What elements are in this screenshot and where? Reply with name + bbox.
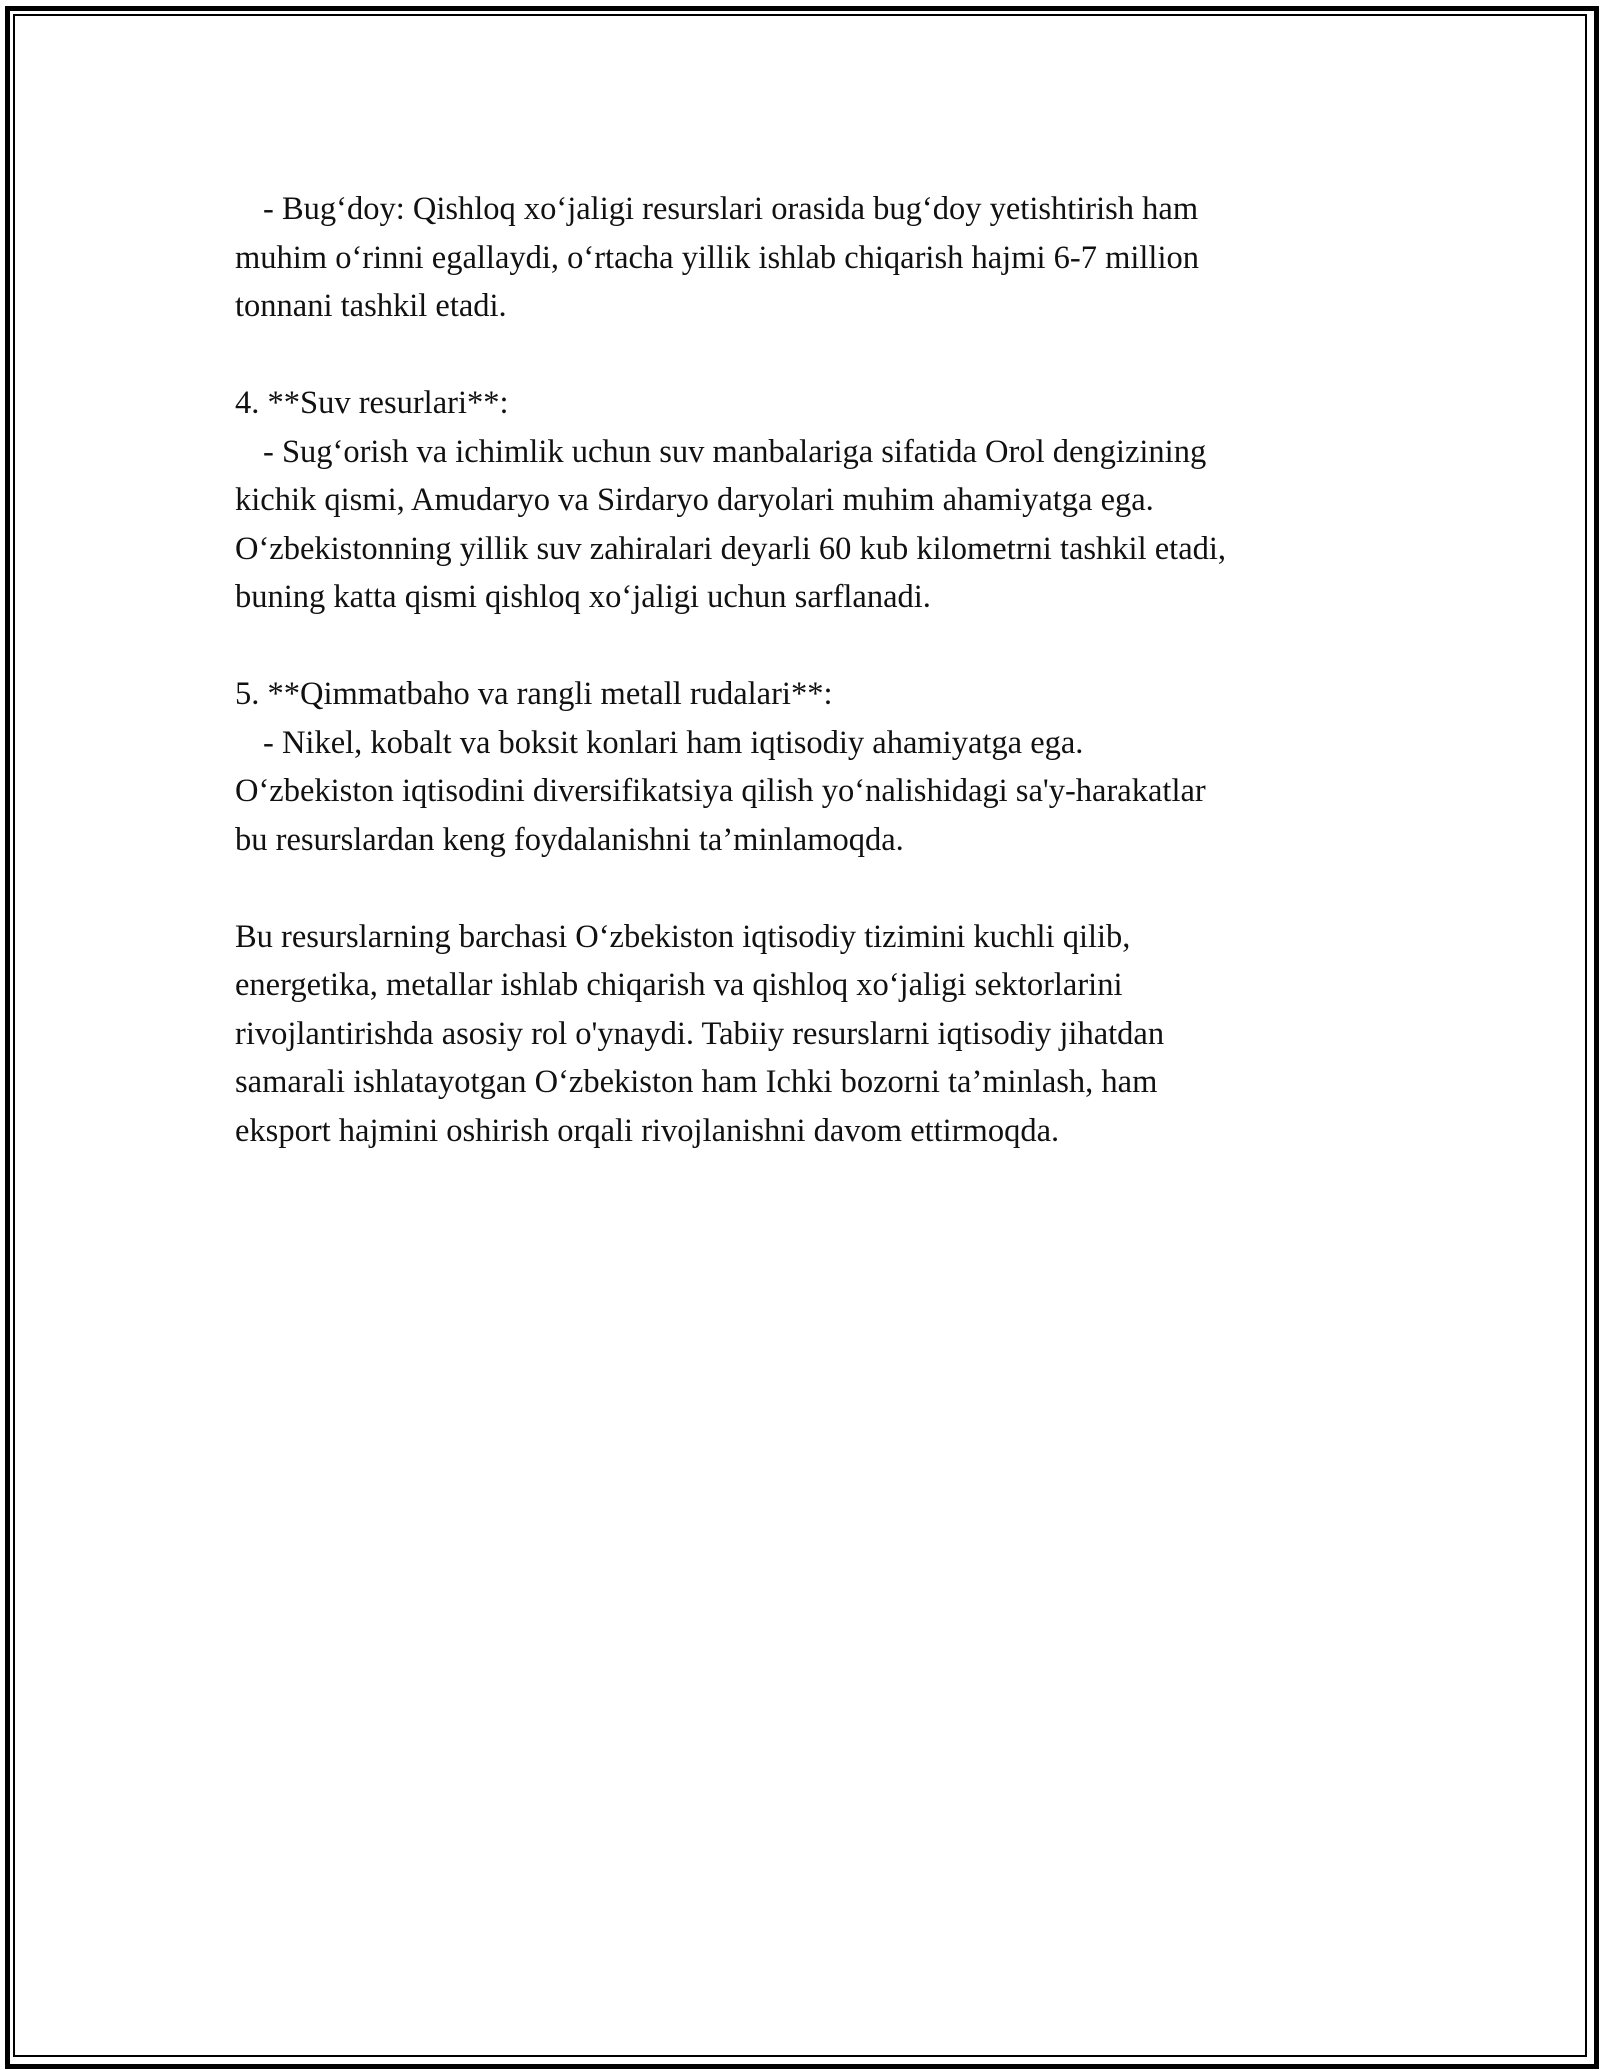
- conclusion-line-3: rivojlantirishda asosiy rol o'ynaydi. Tabiiy resurslarni iqtisodiy jihatdan: [235, 1015, 1165, 1052]
- section-5-line-2: O‘zbekiston iqtisodini diversifikatsiya qilish yo‘nalishidagi sa'y-harakatlar: [235, 773, 1206, 809]
- wheat-line-2: muhim o‘rinni egallaydi, o‘rtacha yillik ishlab chiqarish hajmi 6-7 million: [235, 239, 1199, 276]
- section-5: [235, 670, 1375, 864]
- paragraph-spacer: [235, 864, 1375, 913]
- conclusion-line-5: eksport hajmini oshirish orqali rivojlanishni davom ettirmoqda.: [235, 1112, 1060, 1149]
- wheat-line-3: tonnani tashkil etadi.: [235, 288, 507, 324]
- wheat-paragraph: [235, 185, 1375, 331]
- section-4: [235, 379, 1375, 622]
- section-5-line-3: bu resurslardan keng foydalanishni ta’minlamoqda.: [235, 821, 904, 858]
- paragraph-spacer: [235, 622, 1375, 671]
- conclusion-line-1: Bu resurslarning barchasi O‘zbekiston iqtisodiy tizimini kuchli qilib,: [235, 918, 1131, 955]
- section-5-line-1: - Nikel, kobalt va boksit konlari ham iqtisodiy ahamiyatga ega.: [263, 724, 1084, 761]
- section-4-line-3: O‘zbekistonning yillik suv zahiralari deyarli 60 kub kilometrni tashkil etadi,: [235, 530, 1227, 567]
- document-body: [235, 185, 1375, 1155]
- wheat-line-1: - Bug‘doy: Qishloq xo‘jaligi resurslari orasida bug‘doy yetishtirish ham: [263, 191, 1199, 227]
- section-5-heading: 5. **Qimmatbaho va rangli metall rudalari**:: [235, 676, 833, 712]
- paragraph-spacer: [235, 331, 1375, 380]
- section-4-heading: 4. **Suv resurlari**:: [235, 385, 509, 421]
- conclusion-paragraph: [235, 913, 1375, 1156]
- section-4-line-4: buning katta qismi qishloq xo‘jaligi uchun sarflanadi.: [235, 579, 931, 615]
- conclusion-line-4: samarali ishlatayotgan O‘zbekiston ham Ichki bozorni ta’minlash, ham: [235, 1064, 1158, 1100]
- conclusion-line-2: energetika, metallar ishlab chiqarish va qishloq xo‘jaligi sektorlarini: [235, 967, 1123, 1003]
- section-4-line-1: - Sug‘orish va ichimlik uchun suv manbalariga sifatida Orol dengizining: [263, 433, 1207, 470]
- section-4-line-2: kichik qismi, Amudaryo va Sirdaryo daryolari muhim ahamiyatga ega.: [235, 482, 1154, 518]
